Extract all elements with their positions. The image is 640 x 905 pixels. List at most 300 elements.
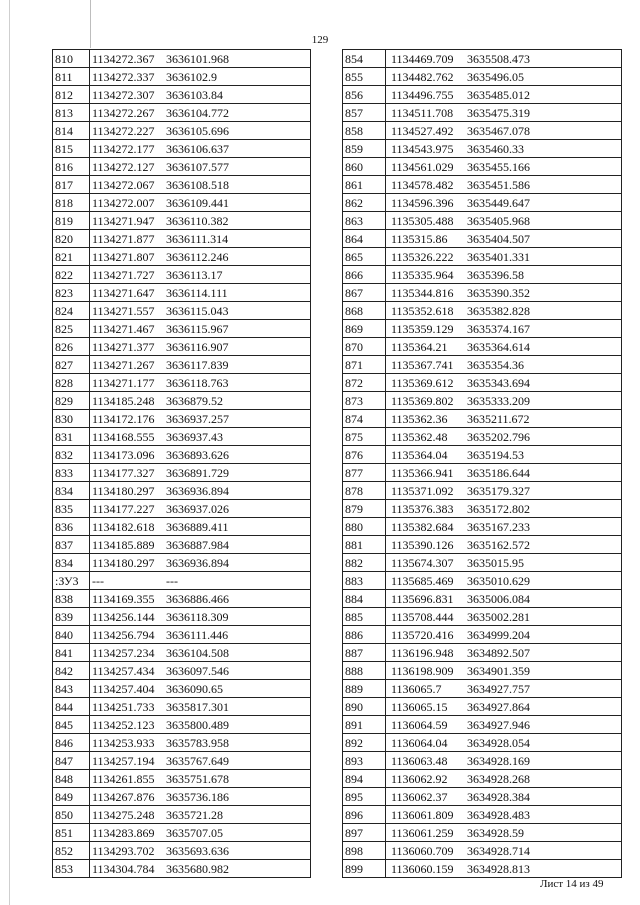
point-coordinates <box>386 158 622 176</box>
coordinate-x: 1136062.92 <box>391 771 448 786</box>
table-row <box>53 266 311 284</box>
point-coordinates <box>386 518 622 536</box>
table-row <box>343 284 622 302</box>
point-coordinates <box>90 788 311 806</box>
table-row <box>53 734 311 752</box>
coordinate-x: 1135685.469 <box>391 573 454 588</box>
coordinate-y: 3634928.384 <box>467 789 530 804</box>
point-number: 882 <box>343 554 386 572</box>
point-coordinates <box>90 248 311 266</box>
point-number: 851 <box>53 824 90 842</box>
point-number: 813 <box>53 104 90 122</box>
coordinate-x: 1134272.127 <box>92 159 155 174</box>
coordinate-y: 3636879.52 <box>166 393 223 408</box>
coordinate-x: 1135376.383 <box>391 501 454 516</box>
table-row <box>343 248 622 266</box>
point-coordinates <box>90 860 311 878</box>
coordinate-y: 3635194.53 <box>467 447 524 462</box>
coordinate-y: 3636090.65 <box>166 681 223 696</box>
table-row <box>343 500 622 518</box>
coordinate-y: 3635721.28 <box>166 807 223 822</box>
coordinate-y: 3634901.359 <box>467 663 530 678</box>
table-row <box>53 158 311 176</box>
coordinate-x: 1134271.377 <box>92 339 155 354</box>
point-coordinates <box>90 608 311 626</box>
table-row <box>53 860 311 878</box>
table-row <box>343 536 622 554</box>
point-coordinates <box>90 698 311 716</box>
table-row <box>343 356 622 374</box>
point-coordinates <box>90 680 311 698</box>
point-number: 880 <box>343 518 386 536</box>
coordinate-y: 3635186.644 <box>467 465 530 480</box>
table-row <box>343 572 622 590</box>
coordinate-y: 3636937.257 <box>166 411 229 426</box>
coordinate-y: 3636115.967 <box>166 321 229 336</box>
coordinate-y: 3636106.637 <box>166 141 229 156</box>
coordinates-table-left <box>52 49 311 878</box>
coordinate-x: 1136065.15 <box>391 699 448 714</box>
coordinate-x: 1134180.297 <box>92 555 155 570</box>
point-number: 866 <box>343 266 386 284</box>
point-number: 879 <box>343 500 386 518</box>
coordinate-x: 1134182.618 <box>92 519 155 534</box>
coordinate-x: 1134496.755 <box>391 87 454 102</box>
coordinate-y: 3634928.169 <box>467 753 530 768</box>
coordinate-x: 1135364.04 <box>391 447 448 462</box>
coordinate-y: 3635475.319 <box>467 105 530 120</box>
table-row <box>53 536 311 554</box>
point-number: 862 <box>343 194 386 212</box>
point-number: 821 <box>53 248 90 266</box>
table-row <box>53 212 311 230</box>
point-coordinates <box>386 734 622 752</box>
coordinate-y: 3635751.678 <box>166 771 229 786</box>
coordinate-x: 1134257.234 <box>92 645 155 660</box>
point-number: 875 <box>343 428 386 446</box>
coordinate-y: 3635167.233 <box>467 519 530 534</box>
coordinate-y: 3635179.327 <box>467 483 530 498</box>
coordinate-y: 3635172.802 <box>467 501 530 516</box>
coordinate-y: 3634928.054 <box>467 735 530 750</box>
table-row <box>53 608 311 626</box>
point-coordinates <box>386 770 622 788</box>
coordinate-x: 1134272.227 <box>92 123 155 138</box>
point-number: 842 <box>53 662 90 680</box>
point-coordinates <box>386 410 622 428</box>
coordinate-x: 1134185.248 <box>92 393 155 408</box>
coordinate-x: 1134271.267 <box>92 357 155 372</box>
table-row <box>343 374 622 392</box>
point-number: 885 <box>343 608 386 626</box>
table-row <box>53 572 311 590</box>
table-row <box>343 230 622 248</box>
point-coordinates <box>90 806 311 824</box>
table-row <box>343 410 622 428</box>
point-number: 899 <box>343 860 386 878</box>
coordinate-x: 1136061.259 <box>391 825 454 840</box>
point-number: 825 <box>53 320 90 338</box>
point-number: 860 <box>343 158 386 176</box>
point-coordinates <box>386 230 622 248</box>
coordinate-x: 1134173.096 <box>92 447 155 462</box>
coordinate-y: 3635405.968 <box>467 213 530 228</box>
point-coordinates <box>386 140 622 158</box>
coordinate-x: 1134272.307 <box>92 87 155 102</box>
coordinate-y: 3635455.166 <box>467 159 530 174</box>
coordinate-x: 1134177.227 <box>92 501 155 516</box>
table-row <box>343 860 622 878</box>
coordinate-x: 1136198.909 <box>391 663 454 678</box>
point-coordinates <box>386 176 622 194</box>
coordinate-x: 1134271.807 <box>92 249 155 264</box>
table-row <box>53 176 311 194</box>
coordinate-x: 1134271.177 <box>92 375 155 390</box>
coordinate-y: 3634999.204 <box>467 627 530 642</box>
table-row <box>53 140 311 158</box>
point-number: 848 <box>53 770 90 788</box>
table-row <box>343 212 622 230</box>
coordinate-y: 3636114.111 <box>166 285 228 300</box>
table-row <box>343 338 622 356</box>
table-row <box>53 428 311 446</box>
point-number: 834 <box>53 554 90 572</box>
point-coordinates <box>386 662 622 680</box>
coordinate-x: 1134293.702 <box>92 843 155 858</box>
point-coordinates <box>90 266 311 284</box>
point-number: 823 <box>53 284 90 302</box>
point-coordinates <box>386 500 622 518</box>
table-row <box>343 590 622 608</box>
point-coordinates <box>90 176 311 194</box>
point-coordinates <box>90 338 311 356</box>
point-coordinates <box>90 752 311 770</box>
coordinate-x: 1135362.36 <box>391 411 448 426</box>
point-number: 890 <box>343 698 386 716</box>
point-coordinates <box>386 50 622 68</box>
table-row <box>343 644 622 662</box>
point-number: 849 <box>53 788 90 806</box>
point-number: 838 <box>53 590 90 608</box>
coordinate-x: 1134271.727 <box>92 267 155 282</box>
point-coordinates <box>386 464 622 482</box>
coordinate-x: 1134185.889 <box>92 537 155 552</box>
coordinate-x: 1135367.741 <box>391 357 454 372</box>
coordinate-x: 1134272.367 <box>92 51 155 66</box>
coordinate-x: 1136065.7 <box>391 681 442 696</box>
point-number: 857 <box>343 104 386 122</box>
point-number: 818 <box>53 194 90 212</box>
coordinate-y: 3635354.36 <box>467 357 524 372</box>
point-number: 816 <box>53 158 90 176</box>
point-coordinates <box>90 302 311 320</box>
coordinate-y: 3635002.281 <box>467 609 530 624</box>
table-row <box>343 788 622 806</box>
point-number: 868 <box>343 302 386 320</box>
point-coordinates <box>386 842 622 860</box>
coordinate-y: 3636936.894 <box>166 483 229 498</box>
point-number: 865 <box>343 248 386 266</box>
coordinate-x: 1136062.37 <box>391 789 448 804</box>
point-coordinates <box>90 554 311 572</box>
coordinate-x: 1134272.337 <box>92 69 155 84</box>
point-coordinates <box>90 428 311 446</box>
coordinate-x: 1134267.876 <box>92 789 155 804</box>
point-coordinates <box>386 392 622 410</box>
coordinate-y: 3635364.614 <box>467 339 530 354</box>
coordinate-x: 1136064.59 <box>391 717 448 732</box>
point-coordinates <box>90 230 311 248</box>
coordinate-x: 1134272.067 <box>92 177 155 192</box>
coordinate-x: 1136196.948 <box>391 645 454 660</box>
coordinate-x: 1135390.126 <box>391 537 454 552</box>
point-coordinates <box>90 482 311 500</box>
coordinate-y: 3635211.672 <box>467 411 530 426</box>
table-row <box>343 806 622 824</box>
table-row <box>343 428 622 446</box>
point-coordinates <box>386 212 622 230</box>
point-number: 852 <box>53 842 90 860</box>
point-coordinates <box>386 284 622 302</box>
table-row <box>53 230 311 248</box>
point-coordinates <box>386 752 622 770</box>
coordinate-y: 3636107.577 <box>166 159 229 174</box>
table-row <box>53 482 311 500</box>
point-number: 856 <box>343 86 386 104</box>
coordinate-y: 3636937.026 <box>166 501 229 516</box>
table-row <box>343 194 622 212</box>
coordinate-y: 3634927.864 <box>467 699 530 714</box>
table-row <box>343 662 622 680</box>
coordinate-x: 1134271.467 <box>92 321 155 336</box>
point-number: 869 <box>343 320 386 338</box>
coordinate-x: 1134527.492 <box>391 123 454 138</box>
coordinate-y: 3636887.984 <box>166 537 229 552</box>
table-row <box>53 788 311 806</box>
coordinate-x: 1134482.762 <box>391 69 454 84</box>
coordinate-y: 3636889.411 <box>166 519 229 534</box>
coordinate-x: 1135382.684 <box>391 519 454 534</box>
point-number: 894 <box>343 770 386 788</box>
coordinate-x: 1134257.194 <box>92 753 155 768</box>
table-row <box>343 554 622 572</box>
point-coordinates <box>90 356 311 374</box>
coordinate-y: 3636111.446 <box>166 627 229 642</box>
coordinate-x: 1135352.618 <box>391 303 454 318</box>
table-row <box>53 500 311 518</box>
table-row <box>53 50 311 68</box>
point-coordinates <box>90 194 311 212</box>
point-number: 884 <box>343 590 386 608</box>
point-coordinates <box>90 500 311 518</box>
point-number: 839 <box>53 608 90 626</box>
coordinate-x: 1134561.029 <box>391 159 454 174</box>
coordinate-x: 1135335.964 <box>391 267 454 282</box>
point-number: 832 <box>53 446 90 464</box>
coordinate-y: --- <box>166 573 178 588</box>
table-row <box>343 770 622 788</box>
coordinate-y: 3634928.268 <box>467 771 530 786</box>
point-number: 889 <box>343 680 386 698</box>
point-coordinates <box>90 716 311 734</box>
coordinate-y: 3634928.483 <box>467 807 530 822</box>
point-coordinates <box>90 464 311 482</box>
table-row <box>343 608 622 626</box>
point-coordinates <box>90 626 311 644</box>
point-coordinates <box>386 248 622 266</box>
coordinate-x: 1135696.831 <box>391 591 454 606</box>
table-row <box>343 302 622 320</box>
point-coordinates <box>386 716 622 734</box>
coordinate-x: 1135720.416 <box>391 627 454 642</box>
coordinate-x: 1134257.434 <box>92 663 155 678</box>
point-number: 859 <box>343 140 386 158</box>
point-number: 843 <box>53 680 90 698</box>
table-row <box>53 752 311 770</box>
table-row <box>53 320 311 338</box>
table-row <box>343 464 622 482</box>
point-coordinates <box>90 824 311 842</box>
point-number: 896 <box>343 806 386 824</box>
coordinate-y: 3636936.894 <box>166 555 229 570</box>
point-coordinates <box>90 50 311 68</box>
coordinate-y: 3635374.167 <box>467 321 530 336</box>
point-number: 876 <box>343 446 386 464</box>
coordinate-y: 3636102.9 <box>166 69 217 84</box>
point-coordinates <box>90 842 311 860</box>
point-number: 873 <box>343 392 386 410</box>
table-row <box>53 824 311 842</box>
coordinate-y: 3636893.626 <box>166 447 229 462</box>
coordinate-y: 3635508.473 <box>467 51 530 66</box>
table-row <box>53 716 311 734</box>
coordinate-x: 1134169.355 <box>92 591 155 606</box>
point-number: 829 <box>53 392 90 410</box>
point-number: 814 <box>53 122 90 140</box>
point-number: 828 <box>53 374 90 392</box>
coordinate-y: 3636118.309 <box>166 609 229 624</box>
coordinate-x: 1134180.297 <box>92 483 155 498</box>
point-number: 817 <box>53 176 90 194</box>
point-number: 867 <box>343 284 386 302</box>
coordinate-x: 1135369.612 <box>391 375 454 390</box>
table-row <box>53 86 311 104</box>
table-row <box>343 140 622 158</box>
coordinate-x: 1135344.816 <box>391 285 454 300</box>
point-coordinates <box>386 680 622 698</box>
table-row <box>53 284 311 302</box>
point-number: 886 <box>343 626 386 644</box>
coordinate-x: 1134172.176 <box>92 411 155 426</box>
coordinate-x: 1134251.733 <box>92 699 155 714</box>
point-coordinates <box>386 482 622 500</box>
point-number: 844 <box>53 698 90 716</box>
coordinate-y: 3636109.441 <box>166 195 229 210</box>
point-number: 864 <box>343 230 386 248</box>
coordinate-y: 3636105.696 <box>166 123 229 138</box>
coordinate-y: 3636103.84 <box>166 87 223 102</box>
coordinate-x: 1135359.129 <box>391 321 454 336</box>
point-coordinates <box>386 266 622 284</box>
point-coordinates <box>386 572 622 590</box>
point-coordinates <box>386 644 622 662</box>
coordinate-y: 3635485.012 <box>467 87 530 102</box>
coordinate-x: 1135362.48 <box>391 429 448 444</box>
point-coordinates <box>90 374 311 392</box>
table-row <box>53 842 311 860</box>
coordinate-x: 1134469.709 <box>391 51 454 66</box>
point-number: 861 <box>343 176 386 194</box>
coordinate-y: 3634928.59 <box>467 825 524 840</box>
point-number: 826 <box>53 338 90 356</box>
point-coordinates <box>90 770 311 788</box>
coordinate-y: 3635817.301 <box>166 699 229 714</box>
point-coordinates <box>90 734 311 752</box>
point-coordinates <box>386 788 622 806</box>
table-row <box>343 698 622 716</box>
coordinate-x: 1136064.04 <box>391 735 448 750</box>
table-row <box>53 122 311 140</box>
table-row <box>343 86 622 104</box>
point-coordinates <box>90 284 311 302</box>
point-number: 871 <box>343 356 386 374</box>
point-number: 831 <box>53 428 90 446</box>
coordinate-x: 1134271.647 <box>92 285 155 300</box>
coordinate-x: 1134271.947 <box>92 213 155 228</box>
coordinate-y: 3636097.546 <box>166 663 229 678</box>
point-number: 835 <box>53 500 90 518</box>
table-row <box>53 698 311 716</box>
coordinate-x: 1134578.482 <box>391 177 454 192</box>
coordinate-y: 3636111.314 <box>166 231 229 246</box>
point-coordinates <box>386 320 622 338</box>
point-number: 891 <box>343 716 386 734</box>
coordinate-y: 3636886.466 <box>166 591 229 606</box>
coordinate-y: 3635202.796 <box>467 429 530 444</box>
table-row <box>53 662 311 680</box>
coordinate-x: 1134257.404 <box>92 681 155 696</box>
point-coordinates <box>90 590 311 608</box>
point-number: 847 <box>53 752 90 770</box>
table-row <box>53 590 311 608</box>
point-coordinates <box>90 68 311 86</box>
point-number: 827 <box>53 356 90 374</box>
point-number: 870 <box>343 338 386 356</box>
table-row <box>53 410 311 428</box>
point-coordinates <box>90 662 311 680</box>
point-number: 897 <box>343 824 386 842</box>
coordinate-y: 3634928.813 <box>467 861 530 876</box>
coordinate-y: 3636108.518 <box>166 177 229 192</box>
scan-edge-line <box>9 0 10 905</box>
coordinate-y: 3636104.508 <box>166 645 229 660</box>
point-number: 858 <box>343 122 386 140</box>
coordinate-y: 3635783.958 <box>166 735 229 750</box>
point-number: 898 <box>343 842 386 860</box>
coordinate-x: 1135305.488 <box>391 213 454 228</box>
coordinate-y: 3634892.507 <box>467 645 530 660</box>
coordinate-y: 3635396.58 <box>467 267 524 282</box>
table-row <box>343 176 622 194</box>
table-row <box>343 626 622 644</box>
point-number: 815 <box>53 140 90 158</box>
coordinate-y: 3635467.078 <box>467 123 530 138</box>
coordinate-x: 1134272.267 <box>92 105 155 120</box>
point-number: 841 <box>53 644 90 662</box>
coordinate-x: 1135708.444 <box>391 609 454 624</box>
coordinate-y: 3635382.828 <box>467 303 530 318</box>
coordinate-y: 3635680.982 <box>166 861 229 876</box>
